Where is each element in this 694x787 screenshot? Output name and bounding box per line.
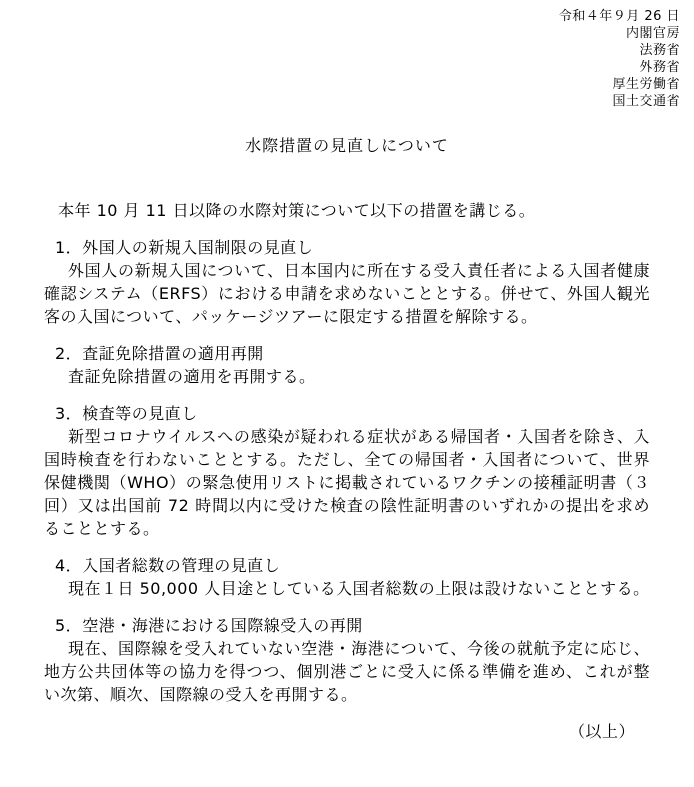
section-heading-text: 空港・海港における国際線受入の再開: [82, 616, 363, 635]
section-body: 外国人の新規入国について、日本国内に所在する受入責任者による入国者健康確認システム（ERFS）における申請を求めないこととする。併せて、外国人観光客の入国について、パッケージツアーに限定する措置を解除する。: [44, 261, 650, 326]
document-section: [44, 614, 650, 706]
org-name: 国土交通省: [612, 94, 680, 109]
section-number: 5．: [55, 616, 83, 635]
intro-paragraph: 本年 10 月 11 日以降の水際対策について以下の措置を講じる。: [58, 201, 536, 220]
document-header: [44, 8, 680, 110]
section-number: 1．: [55, 238, 83, 257]
section-heading-text: 査証免除措置の適用再開: [82, 344, 264, 363]
section-heading-text: 検査等の見直し: [82, 404, 198, 423]
document-section: [44, 402, 650, 540]
section-heading: [55, 342, 650, 365]
section-heading-text: 外国人の新規入国制限の見直し: [82, 238, 314, 257]
org-name: 外務省: [639, 60, 680, 75]
section-body: 査証免除措置の適用を再開する。: [68, 367, 316, 386]
document-date: 令和４年９月 26 日: [558, 9, 680, 24]
document-section: [44, 554, 650, 600]
section-body: 現在１日 50,000 人目途としている入国者総数の上限は設けないこととする。: [68, 579, 650, 598]
section-body: 新型コロナウイルスへの感染が疑われる症状がある帰国者・入国者を除き、入国時検査を行わないこととする。ただし、全ての帰国者・入国者について、世界保健機関（WHO）の緊急使用リストに掲載されているワクチンの接種証明書（３回）又は出国前 72 時間以内に受けた検査の陰性証明書のいずれかの提出を求めることとする。: [44, 427, 650, 538]
section-heading: [55, 402, 650, 425]
section-body: 現在、国際線を受入れていない空港・海港について、今後の就航予定に応じ、地方公共団体等の協力を得つつ、個別港ごとに受入に係る準備を進め、これが整い次第、順次、国際線の受入を再開する。: [44, 639, 650, 704]
section-number: 3．: [55, 404, 83, 423]
section-heading: [55, 236, 650, 259]
org-name: 内閣官房: [625, 26, 680, 41]
section-heading: [55, 554, 650, 577]
org-name: 厚生労働省: [612, 77, 680, 92]
section-number: 2．: [55, 344, 83, 363]
document-section: [44, 236, 650, 328]
page-title: 水際措置の見直しについて: [245, 136, 449, 155]
section-heading-text: 入国者総数の管理の見直し: [82, 556, 281, 575]
section-heading: [55, 614, 650, 637]
closing-mark: （以上）: [568, 722, 635, 741]
document-section: [44, 342, 650, 388]
org-name: 法務省: [639, 43, 680, 58]
section-number: 4．: [55, 556, 83, 575]
